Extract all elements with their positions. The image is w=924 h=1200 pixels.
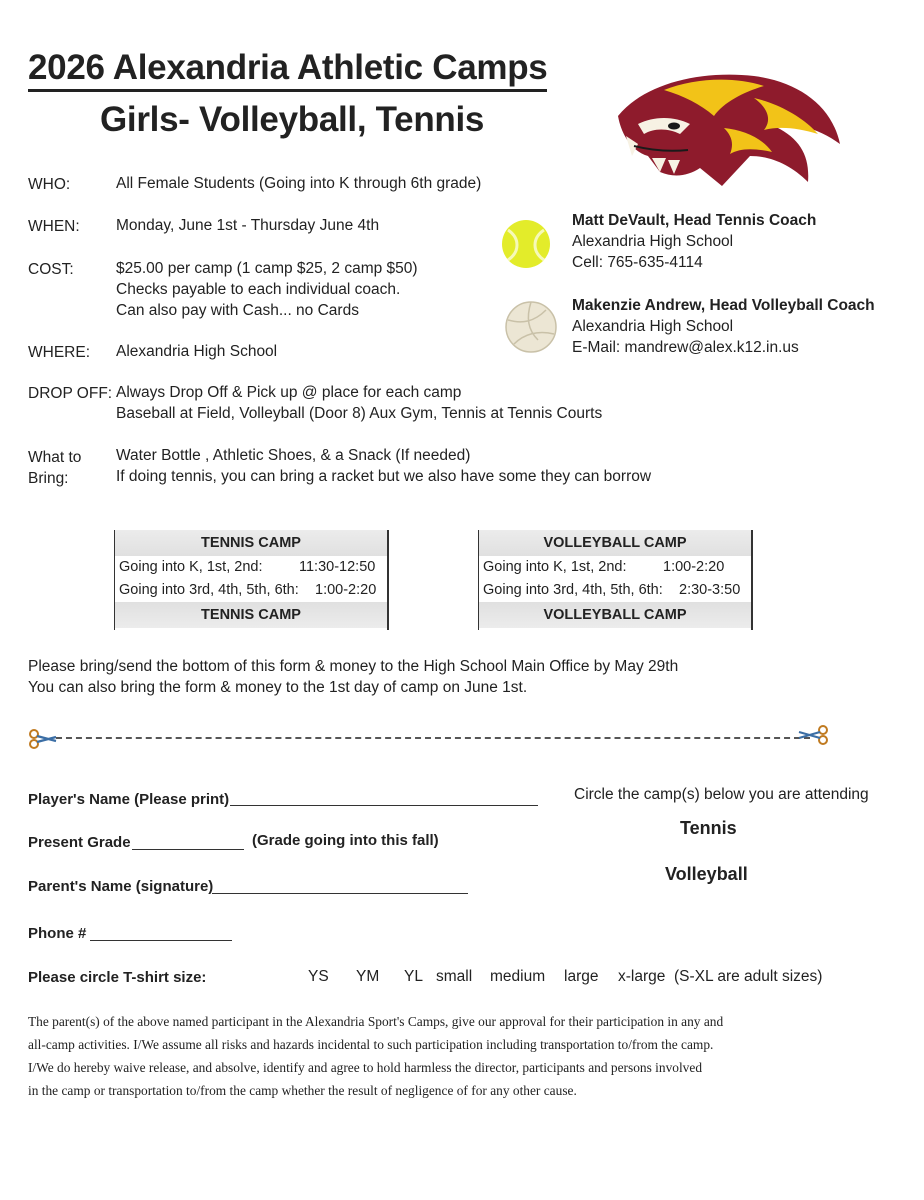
coach-school: Alexandria High School xyxy=(572,318,734,335)
submission-notes xyxy=(28,656,678,698)
who-value: All Female Students (Going into K through 6th grade) xyxy=(116,175,482,192)
cost-label: COST: xyxy=(28,261,74,278)
waiver-line: all-camp activities. I/We assume all risks and hazards incidental to such participation including transportation to/from the camp. xyxy=(28,1037,714,1052)
tshirt-size-option[interactable]: large xyxy=(564,968,599,985)
page-title: 2026 Alexandria Athletic Camps xyxy=(28,48,547,92)
what-to-bring-details xyxy=(116,445,651,487)
schedule-row: Going into 3rd, 4th, 5th, 6th: 1:00-2:20 xyxy=(119,582,377,598)
bring-line: Water Bottle , Athletic Shoes, & a Snack (If needed) xyxy=(116,447,471,464)
schedule-row: Going into K, 1st, 2nd: 1:00-2:20 xyxy=(483,559,725,575)
camp-option-volleyball[interactable]: Volleyball xyxy=(665,864,748,884)
cost-line: Can also pay with Cash... no Cards xyxy=(116,302,359,319)
volleyball-coach-info xyxy=(572,297,875,357)
dropoff-line: Baseball at Field, Volleyball (Door 8) Aux Gym, Tennis at Tennis Courts xyxy=(116,405,603,422)
schedule-footer: VOLLEYBALL CAMP xyxy=(479,602,751,628)
coach-name: Makenzie Andrew, Head Volleyball Coach xyxy=(572,297,875,314)
tshirt-size-label: Please circle T-shirt size: xyxy=(28,969,207,986)
cost-details xyxy=(116,258,418,321)
parent-name-label: Parent's Name (signature) xyxy=(28,878,214,895)
who-label: WHO: xyxy=(28,176,71,193)
camp-circle-instruction: Circle the camp(s) below you are attending xyxy=(574,786,869,803)
tshirt-size-option[interactable]: YS xyxy=(308,968,329,985)
player-name-field[interactable] xyxy=(230,805,538,806)
note-line: Please bring/send the bottom of this form & money to the High School Main Office by May 29th xyxy=(28,658,679,675)
coach-email: E-Mail: mandrew@alex.k12.in.us xyxy=(572,339,799,356)
coach-school: Alexandria High School xyxy=(572,233,734,250)
schedule-header: TENNIS CAMP xyxy=(115,530,387,556)
liability-waiver xyxy=(28,1010,828,1102)
tshirt-size-option[interactable]: medium xyxy=(490,968,546,985)
what-to-bring-label: What to Bring: xyxy=(28,449,82,487)
schedule-row: Going into K, 1st, 2nd: 11:30-12:50 xyxy=(119,559,376,575)
cut-line-divider xyxy=(56,737,810,739)
cost-line: $25.00 per camp (1 camp $25, 2 camp $50) xyxy=(116,260,418,277)
tennis-coach-info xyxy=(572,212,816,272)
tennis-camp-schedule xyxy=(114,530,389,630)
where-value: Alexandria High School xyxy=(116,343,278,360)
dropoff-details xyxy=(116,382,602,424)
where-label: WHERE: xyxy=(28,344,90,361)
present-grade-label: Present Grade xyxy=(28,834,131,851)
parent-signature-field[interactable] xyxy=(212,893,468,894)
tshirt-size-option[interactable]: small xyxy=(436,968,473,985)
bring-line: If doing tennis, you can bring a racket but we also have some they can borrow xyxy=(116,468,652,485)
schedule-row: Going into 3rd, 4th, 5th, 6th: 2:30-3:50 xyxy=(483,582,741,598)
waiver-line: The parent(s) of the above named participant in the Alexandria Sport's Camps, give our approval for their participation in any and xyxy=(28,1014,724,1029)
tshirt-size-option[interactable]: x-large xyxy=(618,968,666,985)
dropoff-label: DROP OFF: xyxy=(28,385,113,402)
phone-field[interactable] xyxy=(90,940,232,941)
tshirt-size-note: (S-XL are adult sizes) xyxy=(674,968,823,985)
camp-option-tennis[interactable]: Tennis xyxy=(680,818,737,838)
when-label: WHEN: xyxy=(28,218,80,235)
player-name-label: Player's Name (Please print) xyxy=(28,791,230,808)
tiger-mascot-logo xyxy=(604,64,844,194)
coach-name: Matt DeVault, Head Tennis Coach xyxy=(572,212,817,229)
volleyball-icon xyxy=(504,300,558,354)
grade-note: (Grade going into this fall) xyxy=(252,832,439,849)
volleyball-camp-schedule xyxy=(478,530,753,630)
present-grade-field[interactable] xyxy=(132,849,244,850)
coach-phone: Cell: 765-635-4114 xyxy=(572,254,703,271)
schedule-footer: TENNIS CAMP xyxy=(115,602,387,628)
tshirt-size-option[interactable]: YM xyxy=(356,968,380,985)
tshirt-size-option[interactable]: YL xyxy=(404,968,423,985)
when-value: Monday, June 1st - Thursday June 4th xyxy=(116,217,380,234)
scissors-icon xyxy=(796,724,830,748)
tennis-ball-icon xyxy=(500,218,552,270)
page-subtitle: Girls- Volleyball, Tennis xyxy=(100,100,485,139)
dropoff-line: Always Drop Off & Pick up @ place for each camp xyxy=(116,384,462,401)
cost-line: Checks payable to each individual coach. xyxy=(116,281,401,298)
phone-label: Phone # xyxy=(28,925,87,942)
scissors-icon xyxy=(28,728,58,750)
schedule-header: VOLLEYBALL CAMP xyxy=(479,530,751,556)
note-line: You can also bring the form & money to the 1st day of camp on June 1st. xyxy=(28,679,528,696)
waiver-line: in the camp or transportation to/from the camp whether the result of negligence of for any other cause. xyxy=(28,1083,577,1098)
waiver-line: I/We do hereby waive release, and absolve, identify and agree to hold harmless the director, participants and persons involved xyxy=(28,1060,703,1075)
